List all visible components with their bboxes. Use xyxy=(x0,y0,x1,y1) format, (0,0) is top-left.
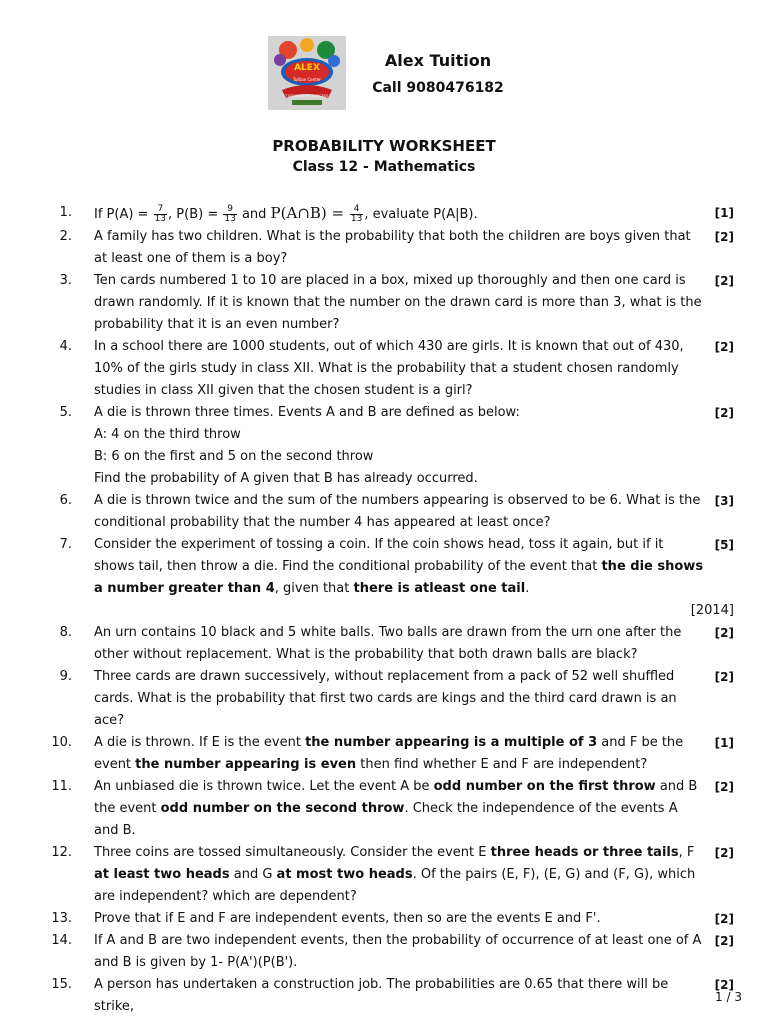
question-13 xyxy=(0,908,768,930)
question-number: 6. xyxy=(59,493,72,508)
logo-text-alex: ALEX xyxy=(294,63,320,73)
bold-text: the number appearing is even xyxy=(135,757,357,772)
bold-text: at most two heads xyxy=(276,867,413,882)
question-10 xyxy=(0,732,768,776)
question-line: A die is thrown three times. Events A and B are defined as below: xyxy=(94,405,520,420)
bold-text: odd number on the second throw xyxy=(160,801,405,816)
fraction xyxy=(154,205,167,224)
question-text: In a school there are 1000 students, out of which 430 are girls. It is known that out of 430, 10% of the girls study in class XII. What is the probability that a student chosen randomly studies in class XII given that the chosen student is a girl? xyxy=(94,339,684,398)
marks-badge: [2] xyxy=(714,780,734,794)
question-line: B: 6 on the first and 5 on the second throw xyxy=(94,449,374,464)
marks-badge: [3] xyxy=(714,494,734,508)
alex-tuition-logo xyxy=(268,36,346,110)
question-number: 9. xyxy=(59,669,72,684)
question-text xyxy=(94,202,706,226)
text-fragment: . Check the independence of the events A and B. xyxy=(94,801,678,838)
question-text xyxy=(94,534,706,600)
question-text: Ten cards numbered 1 to 10 are placed in a box, mixed up thoroughly and then one card is drawn randomly. If it is known that the number on the drawn card is more than 3, what is the probability that it is an even number? xyxy=(94,273,702,332)
question-12 xyxy=(0,842,768,908)
question-number: 4. xyxy=(59,339,72,354)
question-6 xyxy=(0,490,768,534)
question-number: 15. xyxy=(51,977,72,992)
marks-badge: [2] xyxy=(714,846,734,860)
question-8 xyxy=(0,622,768,666)
question-line: Find the probability of A given that B has already occurred. xyxy=(94,471,478,486)
marks-badge: [2] xyxy=(714,626,734,640)
marks-badge: [2] xyxy=(714,274,734,288)
question-text: If A and B are two independent events, then the probability of occurrence of at least one of A and B is given by 1- P(A')(P(B'). xyxy=(94,933,702,970)
math-expression: P(A∩B) = xyxy=(270,204,349,222)
question-number: 13. xyxy=(51,911,72,926)
question-number: 10. xyxy=(51,735,72,750)
question-text: Three cards are drawn successively, without replacement from a pack of 52 well shuffled cards. What is the probability that first two cards are kings and the third card drawn is an ace? xyxy=(94,669,677,728)
marks-badge: [2] xyxy=(714,406,734,420)
text-fragment: , given that xyxy=(274,581,354,596)
text-fragment: Consider the experiment of tossing a coin. If the coin shows head, toss it again, but if it shows tail, then throw a die. Find the conditional probability of the event that xyxy=(94,537,664,574)
text-fragment: If P(A) = xyxy=(94,207,153,222)
bold-text: there is atleast one tail xyxy=(353,581,526,596)
text-fragment: and G xyxy=(229,867,277,882)
question-1 xyxy=(0,202,768,226)
question-text: A family has two children. What is the probability that both the children are boys given that at least one of them is a boy? xyxy=(94,229,691,266)
question-15 xyxy=(0,974,768,1018)
question-3 xyxy=(0,270,768,336)
marks-badge: [2] xyxy=(714,230,734,244)
question-text xyxy=(94,776,706,842)
question-number: 11. xyxy=(51,779,72,794)
question-2 xyxy=(0,226,768,270)
question-11 xyxy=(0,776,768,842)
question-7 xyxy=(0,534,768,600)
text-fragment: then find whether E and F are independent? xyxy=(356,757,648,772)
question-text: An urn contains 10 black and 5 white balls. Two balls are drawn from the urn one after the other without replacement. What is the probability that both drawn balls are black? xyxy=(94,625,682,662)
bold-text: three heads or three tails xyxy=(490,845,679,860)
phone-number: Call 9080476182 xyxy=(372,80,504,96)
text-fragment: A die is thrown. If E is the event xyxy=(94,735,306,750)
bold-text: the die shows a number greater than 4 xyxy=(94,559,704,596)
numerator: 7 xyxy=(154,205,167,215)
page-indicator: 1 / 3 xyxy=(715,990,742,1004)
bold-text: at least two heads xyxy=(94,867,230,882)
question-14 xyxy=(0,930,768,974)
denominator: 13 xyxy=(224,214,236,224)
question-number: 2. xyxy=(59,229,72,244)
question-line: A: 4 on the third throw xyxy=(94,427,241,442)
text-fragment: and F be the event xyxy=(94,735,684,772)
text-fragment: . Of the pairs (E, F), (E, G) and (F, G), which are independent? which are dependent? xyxy=(94,867,696,904)
marks-badge: [2] xyxy=(714,934,734,948)
question-text: Prove that if E and F are independent events, then so are the events E and F'. xyxy=(94,911,601,926)
text-fragment: , F xyxy=(678,845,695,860)
text-fragment: and xyxy=(237,207,271,222)
text-fragment: , P(B) = xyxy=(168,207,223,222)
question-number: 14. xyxy=(51,933,72,948)
question-number: 7. xyxy=(59,537,72,552)
text-fragment: Three coins are tossed simultaneously. Consider the event E xyxy=(94,845,491,860)
question-text: A person has undertaken a construction job. The probabilities are 0.65 that there will be strike, xyxy=(94,977,669,1014)
fraction xyxy=(223,205,236,224)
marks-badge: [2] xyxy=(714,340,734,354)
bold-text: the number appearing is a multiple of 3 xyxy=(305,735,598,750)
marks-badge: [5] xyxy=(714,538,734,552)
question-number: 1. xyxy=(59,205,72,220)
worksheet-subtitle: Class 12 - Mathematics xyxy=(292,159,476,175)
denominator: 13 xyxy=(350,214,363,224)
text-fragment: An unbiased die is thrown twice. Let the event A be xyxy=(94,779,434,794)
denominator: 13 xyxy=(154,214,167,224)
question-5 xyxy=(0,402,768,490)
question-4 xyxy=(0,336,768,402)
brand-name: Alex Tuition xyxy=(384,51,492,70)
marks-badge: [1] xyxy=(714,206,734,220)
worksheet-title: PROBABILITY WORKSHEET xyxy=(272,137,496,155)
bold-text: odd number on the first throw xyxy=(433,779,656,794)
question-number: 5. xyxy=(59,405,72,420)
question-number: 3. xyxy=(59,273,72,288)
logo-tagline: TUTORING TO SUCCESS xyxy=(285,94,329,98)
marks-badge: [2] xyxy=(714,670,734,684)
question-text: A die is thrown twice and the sum of the numbers appearing is observed to be 6. What is the conditional probability that the number 4 has appeared at least once? xyxy=(94,493,701,530)
question-text xyxy=(94,402,706,490)
marks-badge: [2] xyxy=(714,978,734,992)
marks-badge: [1] xyxy=(714,736,734,750)
header xyxy=(0,0,768,130)
question-9 xyxy=(0,666,768,732)
question-text xyxy=(94,732,706,776)
logo-text-center: Tuition Center xyxy=(293,77,321,82)
question-number: 8. xyxy=(59,625,72,640)
marks-badge: [2] xyxy=(714,912,734,926)
fraction xyxy=(350,205,363,224)
year-tag: [2014] xyxy=(690,603,734,618)
text-fragment: . xyxy=(525,581,530,596)
numerator: 4 xyxy=(350,205,363,215)
question-number: 12. xyxy=(51,845,72,860)
numerator: 9 xyxy=(223,205,236,215)
text-fragment: and B the event xyxy=(94,779,698,816)
question-text xyxy=(94,842,706,908)
title-block xyxy=(0,135,768,177)
logo-graphic-icon xyxy=(268,36,346,110)
question-list xyxy=(0,202,768,1018)
text-fragment: , evaluate P(A|B). xyxy=(364,207,478,222)
